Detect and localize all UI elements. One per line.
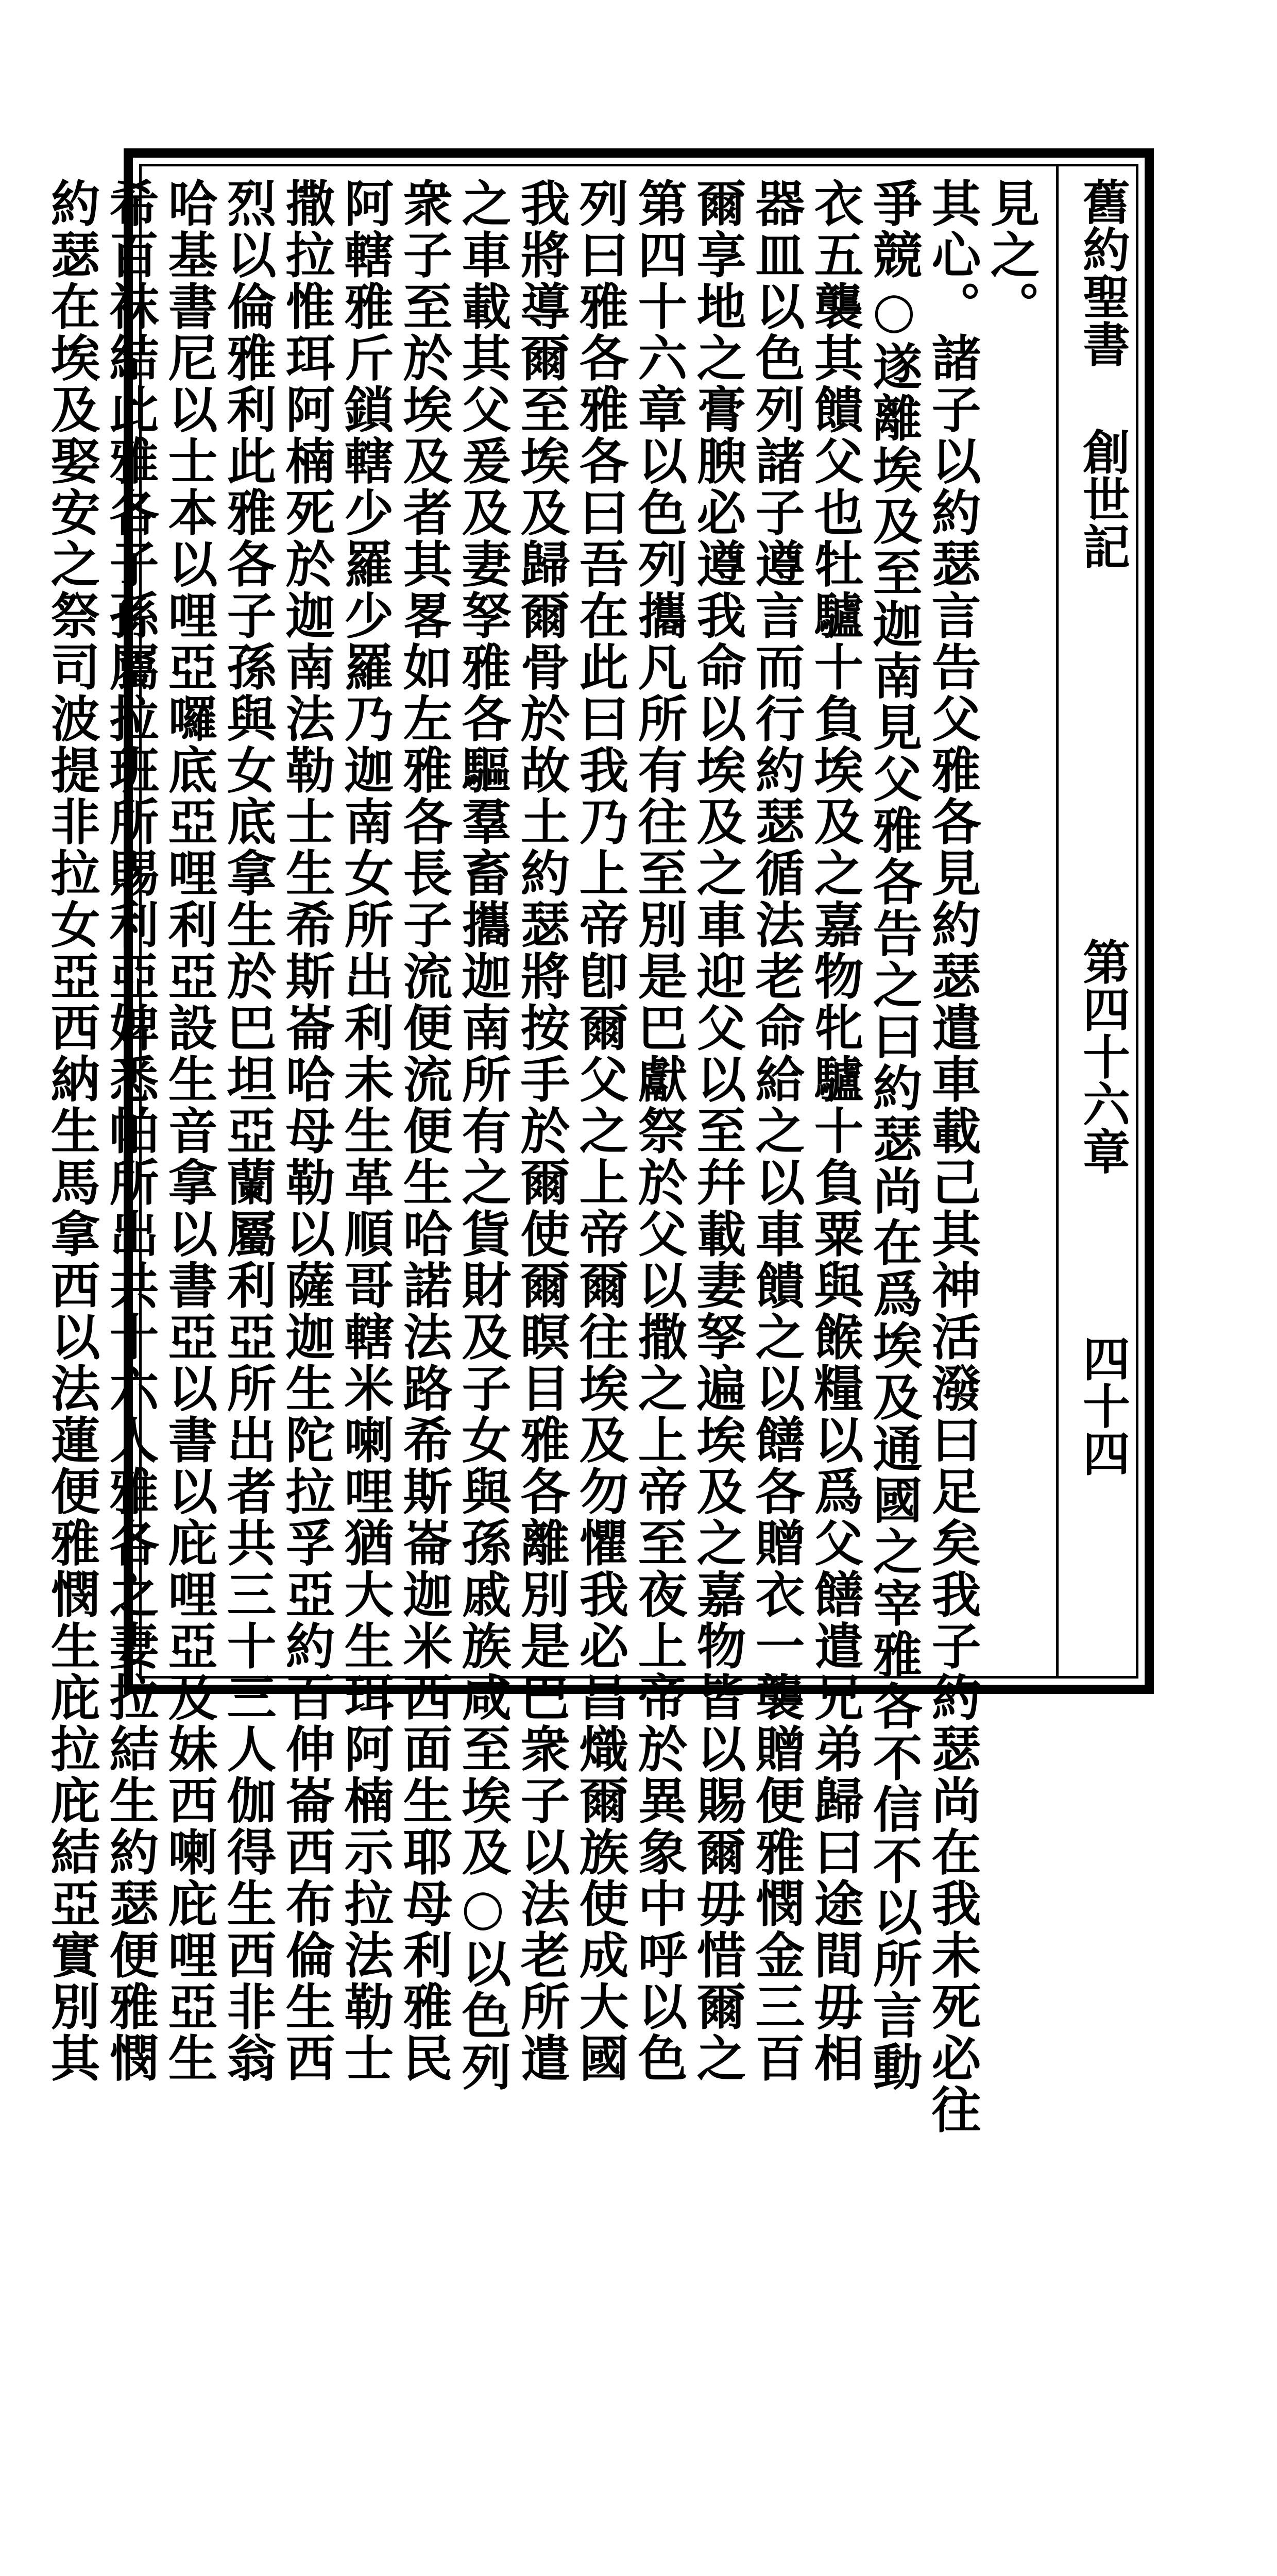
book-collection-title: 舊約聖書 <box>1075 178 1131 367</box>
text-column: 衆子至於埃及者其畧如左雅各長子流便流便生哈諾法路希斯崙迦米西面生耶母利雅民 <box>395 178 453 2084</box>
text-column: 撒拉惟珥阿楠死於迦南法勒士生希斯崙哈母勒以薩迦生陀拉孚亞約百伸崙西布倫生西 <box>278 178 336 2084</box>
text-column: 哈基書尼以士本以哩亞囉底亞哩利亞設生音拿以書亞以書以庇哩亞及妹西喇庇哩亞生 <box>160 178 218 2084</box>
text-column: 其心。諸子以約瑟言告父雅各見約瑟遣車載己其神活潑曰足矣我子約瑟尚在我未死必往 <box>924 178 982 2136</box>
text-column: 爭競○遂離埃及至迦南見父雅各告之曰約瑟尚在爲埃及通國之宰雅各不信不以所言動 <box>865 178 923 2093</box>
page-number: 四十四 <box>1075 1334 1131 1477</box>
text-column: 衣五襲其饋父也牡驢十負埃及之嘉物牝驢十負粟與餱糧以爲父饍遣兄弟歸曰途間毋相 <box>806 178 864 2084</box>
text-column: 見之。 <box>982 178 1041 332</box>
text-column: 第四十六章以色列攜凡所有往至別是巴獻祭於父以撒之上帝至夜上帝於異象中呼以色 <box>630 178 688 2084</box>
book-name: 創世記 <box>1075 428 1131 570</box>
scripture-body <box>43 178 1041 2136</box>
text-column: 我將導爾至埃及歸爾骨於故土約瑟將按手於爾使爾瞑目雅各離別是巴衆子以法老所遣 <box>513 178 571 2084</box>
chapter-heading: 第四十六章 <box>1075 938 1131 1175</box>
text-column: 之車載其父爰及妻孥雅各驅羣畜攜迦南所有之貨財及子女與孫戚族咸至埃及○以色列 <box>454 178 512 2093</box>
text-column: 列曰雅各雅各曰吾在此曰我乃上帝卽爾父之上帝爾往埃及勿懼我必昌熾爾族使成大國 <box>571 178 629 2084</box>
text-column: 器皿以色列諸子遵言而行約瑟循法老命給之以車饋之以饍各贈衣一襲贈便雅憫金三百 <box>747 178 806 2084</box>
text-column: 希百袜結此雅各子孫屬拉班所賜利亞婢悉帕所出共十六人雅各之妻拉結生約瑟便雅憫 <box>101 178 160 2084</box>
text-column: 阿轄雅斤鎖轄少羅少羅乃迦南女所出利未生革順哥轄米喇哩猶大生珥阿楠示拉法勒士 <box>336 178 395 2084</box>
text-column: 約瑟在埃及娶安之祭司波提非拉女亞西納生馬拿西以法蓮便雅憫生庇拉庇結亞實別其 <box>43 178 101 2084</box>
text-column: 爾享地之膏腴必遵我命以埃及之車迎父以至幷載妻孥遍埃及之嘉物皆以賜爾毋惜爾之 <box>689 178 747 2084</box>
header-divider <box>1056 164 1059 1679</box>
text-column: 烈以倫雅利此雅各子孫與女底拿生於巴坦亞蘭屬利亞所出者共三十三人伽得生西非翁 <box>219 178 277 2084</box>
